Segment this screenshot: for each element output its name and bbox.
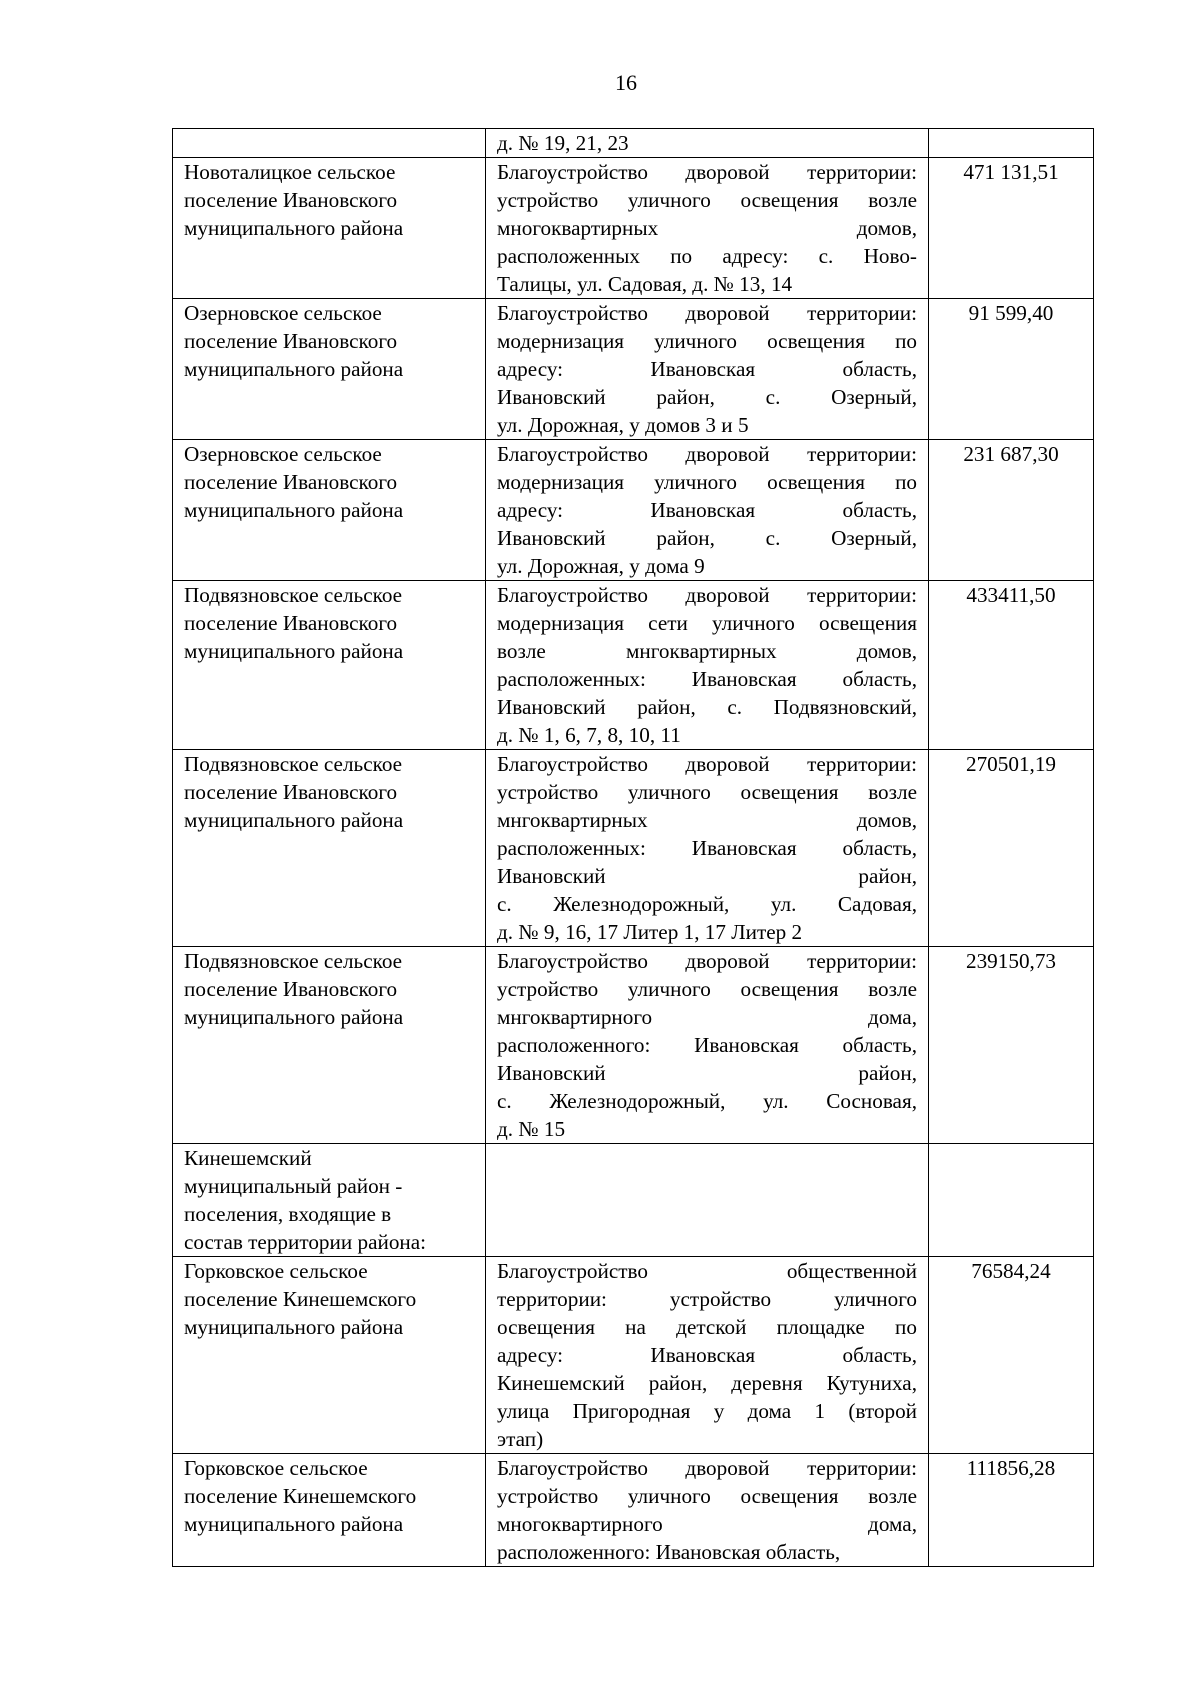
- description-line: д. № 9, 16, 17 Литер 1, 17 Литер 2: [497, 920, 803, 944]
- municipality-line: поселения, входящие в: [184, 1202, 392, 1226]
- description-cell: [486, 750, 929, 947]
- description-line: мнгоквартирных домов,: [497, 808, 917, 832]
- description-line: расположенных по адресу: с. Ново-: [497, 244, 917, 268]
- municipality-line: поселение Ивановского: [184, 470, 398, 494]
- description-cell: [486, 440, 929, 581]
- municipality-line: муниципального района: [184, 808, 404, 832]
- municipality-cell: [173, 299, 486, 440]
- amount-cell: 111856,28: [929, 1454, 1094, 1567]
- municipality-line: поселение Ивановского: [184, 780, 398, 804]
- description-line: ул. Дорожная, у домов 3 и 5: [497, 413, 749, 437]
- description-cell: [486, 1144, 929, 1257]
- municipality-line: муниципального района: [184, 1512, 404, 1536]
- description-line: устройство уличного освещения возле: [497, 977, 917, 1001]
- description-line: устройство уличного освещения возле: [497, 1484, 917, 1508]
- description-line: модернизация уличного освещения по: [497, 470, 917, 494]
- municipality-line: Подвязновское сельское: [184, 949, 403, 973]
- amount-cell: 76584,24: [929, 1257, 1094, 1454]
- description-line: Благоустройство дворовой территории:: [497, 752, 917, 776]
- table-row: [173, 299, 1094, 440]
- table-row: [173, 1257, 1094, 1454]
- page-number: 16: [615, 70, 637, 95]
- municipality-line: муниципального района: [184, 1315, 404, 1339]
- table-row: [173, 750, 1094, 947]
- municipality-line: поселение Ивановского: [184, 329, 398, 353]
- municipality-cell: [173, 581, 486, 750]
- description-line: Ивановский район, с. Озерный,: [497, 385, 917, 409]
- description-line: расположенных: Ивановская область,: [497, 836, 917, 860]
- municipality-cell: [173, 440, 486, 581]
- description-line: д. № 15: [497, 1117, 566, 1141]
- municipality-cell: [173, 129, 486, 158]
- municipality-line: муниципальный район -: [184, 1174, 403, 1198]
- municipality-line: поселение Ивановского: [184, 611, 398, 635]
- allocation-table: [172, 128, 1094, 1567]
- amount-cell: 270501,19: [929, 750, 1094, 947]
- description-line: устройство уличного освещения возле: [497, 188, 917, 212]
- description-line: Ивановский район, с. Подвязновский,: [497, 695, 917, 719]
- table-body: [173, 129, 1094, 1567]
- description-cell: [486, 581, 929, 750]
- description-cell: [486, 299, 929, 440]
- amount-cell: 91 599,40: [929, 299, 1094, 440]
- table-row: [173, 440, 1094, 581]
- municipality-line: муниципального района: [184, 357, 404, 381]
- description-line: модернизация сети уличного освещения: [497, 611, 917, 635]
- description-line: адресу: Ивановская область,: [497, 1343, 917, 1367]
- municipality-line: Подвязновское сельское: [184, 583, 403, 607]
- table-row: [173, 158, 1094, 299]
- description-line: этап): [497, 1427, 544, 1451]
- description-line: Благоустройство дворовой территории:: [497, 583, 917, 607]
- amount-cell: 471 131,51: [929, 158, 1094, 299]
- municipality-cell: [173, 1144, 486, 1257]
- municipality-cell: [173, 947, 486, 1144]
- amount-cell: 433411,50: [929, 581, 1094, 750]
- description-line: Ивановский район,: [497, 864, 917, 888]
- municipality-line: муниципального района: [184, 498, 404, 522]
- description-line: Благоустройство дворовой территории:: [497, 1456, 917, 1480]
- municipality-cell: [173, 750, 486, 947]
- description-line: Благоустройство дворовой территории:: [497, 301, 917, 325]
- municipality-cell: [173, 1454, 486, 1567]
- description-line: адресу: Ивановская область,: [497, 357, 917, 381]
- description-cell: [486, 1257, 929, 1454]
- description-line: улица Пригородная у дома 1 (второй: [497, 1399, 917, 1423]
- description-line: с. Железнодорожный, ул. Садовая,: [497, 892, 917, 916]
- description-line: расположенного: Ивановская область,: [497, 1033, 917, 1057]
- description-cell: [486, 158, 929, 299]
- description-cell: [486, 129, 929, 158]
- description-line: ул. Дорожная, у дома 9: [497, 554, 705, 578]
- municipality-line: поселение Ивановского: [184, 188, 398, 212]
- description-line: Талицы, ул. Садовая, д. № 13, 14: [497, 272, 793, 296]
- municipality-cell: [173, 1257, 486, 1454]
- municipality-line: Горковское сельское: [184, 1259, 368, 1283]
- municipality-line: Новоталицкое сельское: [184, 160, 396, 184]
- amount-cell: [929, 1144, 1094, 1257]
- description-cell: [486, 1454, 929, 1567]
- table-row: [173, 1454, 1094, 1567]
- municipality-line: Кинешемский: [184, 1146, 312, 1170]
- description-line: многоквартирных домов,: [497, 216, 917, 240]
- municipality-line: муниципального района: [184, 639, 404, 663]
- amount-cell: [929, 129, 1094, 158]
- description-line: Кинешемский район, деревня Кутуниха,: [497, 1371, 917, 1395]
- municipality-line: состав территории района:: [184, 1230, 427, 1254]
- table-row: [173, 947, 1094, 1144]
- municipality-line: Подвязновское сельское: [184, 752, 403, 776]
- description-line: территории: устройство уличного: [497, 1287, 917, 1311]
- description-line: многоквартирного дома,: [497, 1512, 917, 1536]
- municipality-line: поселение Ивановского: [184, 977, 398, 1001]
- table-row: [173, 129, 1094, 158]
- description-line: Благоустройство дворовой территории:: [497, 949, 917, 973]
- municipality-line: поселение Кинешемского: [184, 1484, 417, 1508]
- amount-cell: 231 687,30: [929, 440, 1094, 581]
- table-row: [173, 1144, 1094, 1257]
- municipality-line: муниципального района: [184, 216, 404, 240]
- municipality-line: Озерновское сельское: [184, 301, 382, 325]
- description-cell: [486, 947, 929, 1144]
- municipality-line: Озерновское сельское: [184, 442, 382, 466]
- description-line: с. Железнодорожный, ул. Сосновая,: [497, 1089, 917, 1113]
- description-line: адресу: Ивановская область,: [497, 498, 917, 522]
- amount-cell: 239150,73: [929, 947, 1094, 1144]
- description-line: расположенного: Ивановская область,: [497, 1540, 841, 1564]
- municipality-line: Горковское сельское: [184, 1456, 368, 1480]
- description-line: Ивановский район, с. Озерный,: [497, 526, 917, 550]
- description-line: освещения на детской площадке по: [497, 1315, 917, 1339]
- description-line: расположенных: Ивановская область,: [497, 667, 917, 691]
- description-line: мнгоквартирного дома,: [497, 1005, 917, 1029]
- description-line: Благоустройство общественной: [497, 1259, 917, 1283]
- description-line: возле мнгоквартирных домов,: [497, 639, 917, 663]
- municipality-line: поселение Кинешемского: [184, 1287, 417, 1311]
- municipality-cell: [173, 158, 486, 299]
- description-line: устройство уличного освещения возле: [497, 780, 917, 804]
- description-line: модернизация уличного освещения по: [497, 329, 917, 353]
- municipality-line: муниципального района: [184, 1005, 404, 1029]
- description-line: Благоустройство дворовой территории:: [497, 442, 917, 466]
- table-row: [173, 581, 1094, 750]
- description-line: Благоустройство дворовой территории:: [497, 160, 917, 184]
- description-line: д. № 1, 6, 7, 8, 10, 11: [497, 723, 681, 747]
- description-line: Ивановский район,: [497, 1061, 917, 1085]
- description-line: д. № 19, 21, 23: [497, 131, 629, 155]
